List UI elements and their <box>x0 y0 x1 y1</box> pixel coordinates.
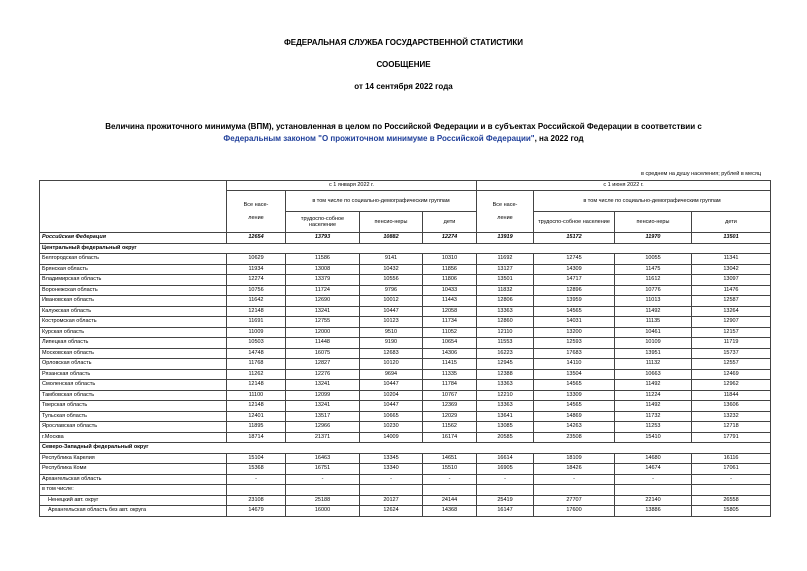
value-cell: 23508 <box>534 432 615 443</box>
value-cell: 11553 <box>477 338 534 349</box>
region-name: Тверская область <box>40 401 227 412</box>
value-cell: 10556 <box>360 275 423 286</box>
value-cell: 25188 <box>286 495 360 506</box>
value-cell: 12806 <box>477 296 534 307</box>
section-row <box>40 443 771 454</box>
value-cell: 13606 <box>692 401 771 412</box>
value-cell: 14674 <box>615 464 692 475</box>
value-cell <box>227 485 286 496</box>
value-cell: 13232 <box>692 411 771 422</box>
value-cell: 10663 <box>615 369 692 380</box>
table-row <box>40 485 771 496</box>
value-cell: 10665 <box>360 411 423 422</box>
title-tail: , на 2022 год <box>534 134 584 143</box>
value-cell: 11253 <box>615 422 692 433</box>
value-cell: 11443 <box>423 296 477 307</box>
table-row <box>40 296 771 307</box>
value-cell: 10447 <box>360 380 423 391</box>
value-cell: 14565 <box>534 401 615 412</box>
value-cell: 9510 <box>360 327 423 338</box>
value-cell: 11856 <box>423 264 477 275</box>
table-row <box>40 233 771 244</box>
document-title <box>0 121 807 145</box>
value-cell: 12624 <box>360 506 423 517</box>
table-row <box>40 317 771 328</box>
value-cell: 10055 <box>615 254 692 265</box>
table-row <box>40 338 771 349</box>
value-cell: 13340 <box>360 464 423 475</box>
value-cell: 11724 <box>286 285 360 296</box>
value-cell: 15737 <box>692 348 771 359</box>
value-cell: 13501 <box>477 275 534 286</box>
value-cell: 11415 <box>423 359 477 370</box>
value-cell: 12755 <box>286 317 360 328</box>
value-cell: 10767 <box>423 390 477 401</box>
value-cell: 13959 <box>534 296 615 307</box>
value-cell: 13793 <box>286 233 360 244</box>
value-cell: 10310 <box>423 254 477 265</box>
value-cell: 12110 <box>477 327 534 338</box>
value-cell: 16751 <box>286 464 360 475</box>
value-cell: 14110 <box>534 359 615 370</box>
table-row <box>40 254 771 265</box>
table-row <box>40 495 771 506</box>
region-name: Ярославская область <box>40 422 227 433</box>
value-cell: 13641 <box>477 411 534 422</box>
value-cell: 11612 <box>615 275 692 286</box>
value-cell: 10230 <box>360 422 423 433</box>
value-cell: 10654 <box>423 338 477 349</box>
region-name: Белгородская область <box>40 254 227 265</box>
value-cell: 18109 <box>534 453 615 464</box>
value-cell: 15410 <box>615 432 692 443</box>
value-cell: 14263 <box>534 422 615 433</box>
message-date: от 14 сентября 2022 года <box>354 82 453 91</box>
value-cell: 10882 <box>360 233 423 244</box>
value-cell: 15510 <box>423 464 477 475</box>
value-cell: 13085 <box>477 422 534 433</box>
value-cell: 10756 <box>227 285 286 296</box>
value-cell: 12718 <box>692 422 771 433</box>
table-row <box>40 359 771 370</box>
value-cell: 13241 <box>286 380 360 391</box>
value-cell: 15805 <box>692 506 771 517</box>
value-cell: 11586 <box>286 254 360 265</box>
region-name: Калужская область <box>40 306 227 317</box>
value-cell: 10204 <box>360 390 423 401</box>
value-cell: 13919 <box>477 233 534 244</box>
value-cell: 11132 <box>615 359 692 370</box>
value-cell: 12593 <box>534 338 615 349</box>
value-cell: 14009 <box>360 432 423 443</box>
value-cell: 15104 <box>227 453 286 464</box>
value-cell: 11476 <box>692 285 771 296</box>
value-cell: 13008 <box>286 264 360 275</box>
value-cell: 14869 <box>534 411 615 422</box>
value-cell: 25419 <box>477 495 534 506</box>
section-title: Центральный федеральный округ <box>40 243 771 254</box>
value-cell: 14748 <box>227 348 286 359</box>
value-cell: 11335 <box>423 369 477 380</box>
value-cell: 11784 <box>423 380 477 391</box>
subsistence-minimum-table <box>39 180 771 517</box>
table-row <box>40 411 771 422</box>
value-cell: 17683 <box>534 348 615 359</box>
value-cell: 12058 <box>423 306 477 317</box>
value-cell: - <box>286 474 360 485</box>
value-cell: 16075 <box>286 348 360 359</box>
value-cell: 15172 <box>534 233 615 244</box>
value-cell: 12966 <box>286 422 360 433</box>
value-cell: 12907 <box>692 317 771 328</box>
table-row <box>40 401 771 412</box>
value-cell: 26558 <box>692 495 771 506</box>
value-cell: 14651 <box>423 453 477 464</box>
value-cell: 12369 <box>423 401 477 412</box>
value-cell: 20127 <box>360 495 423 506</box>
including-label: в том числе: <box>40 485 227 496</box>
region-name: Московская область <box>40 348 227 359</box>
value-cell: 14368 <box>423 506 477 517</box>
value-cell: 9190 <box>360 338 423 349</box>
value-cell: 11642 <box>227 296 286 307</box>
table-row <box>40 453 771 464</box>
value-cell: 10120 <box>360 359 423 370</box>
value-cell: 14309 <box>534 264 615 275</box>
groups-header: в том числе по социально-демографическим группам <box>534 191 771 212</box>
region-name: Республика Коми <box>40 464 227 475</box>
value-cell: 11492 <box>615 380 692 391</box>
value-cell: 10109 <box>615 338 692 349</box>
region-name: Брянская область <box>40 264 227 275</box>
message-heading: СООБЩЕНИЕ <box>376 60 431 69</box>
value-cell: 13363 <box>477 380 534 391</box>
value-cell: 14717 <box>534 275 615 286</box>
period2-header: с 1 июня 2022 г. <box>477 181 771 191</box>
value-cell: 11262 <box>227 369 286 380</box>
value-cell: - <box>534 474 615 485</box>
value-cell: 16174 <box>423 432 477 443</box>
value-cell: 10012 <box>360 296 423 307</box>
value-cell: 13345 <box>360 453 423 464</box>
value-cell: 11895 <box>227 422 286 433</box>
value-cell: 12654 <box>227 233 286 244</box>
value-cell: 17600 <box>534 506 615 517</box>
value-cell: 14031 <box>534 317 615 328</box>
value-cell: 12827 <box>286 359 360 370</box>
table-row <box>40 327 771 338</box>
value-cell: 11135 <box>615 317 692 328</box>
region-name: Тульская область <box>40 411 227 422</box>
value-cell: 12587 <box>692 296 771 307</box>
value-cell: 12469 <box>692 369 771 380</box>
value-cell: - <box>615 474 692 485</box>
value-cell: 9796 <box>360 285 423 296</box>
law-link[interactable]: Федеральным законом "О прожиточном минимуме в Российской Федерации" <box>223 134 535 143</box>
value-cell: 13264 <box>692 306 771 317</box>
value-cell: 13951 <box>615 348 692 359</box>
region-name: Рязанская область <box>40 369 227 380</box>
value-cell: 23108 <box>227 495 286 506</box>
value-cell: 18714 <box>227 432 286 443</box>
table-row <box>40 474 771 485</box>
value-cell: 13097 <box>692 275 771 286</box>
value-cell: 12388 <box>477 369 534 380</box>
value-cell: 12896 <box>534 285 615 296</box>
value-cell: 13517 <box>286 411 360 422</box>
value-cell: 11734 <box>423 317 477 328</box>
value-cell: 18426 <box>534 464 615 475</box>
value-cell: 11492 <box>615 401 692 412</box>
value-cell: 12000 <box>286 327 360 338</box>
value-cell: 27707 <box>534 495 615 506</box>
agency-name: ФЕДЕРАЛЬНАЯ СЛУЖБА ГОСУДАРСТВЕННОЙ СТАТИСТИКИ <box>283 38 524 47</box>
table-row <box>40 464 771 475</box>
value-cell <box>423 485 477 496</box>
value-cell: 10123 <box>360 317 423 328</box>
value-cell: 11052 <box>423 327 477 338</box>
region-name: Смоленская область <box>40 380 227 391</box>
value-cell: - <box>360 474 423 485</box>
children-header: дети <box>423 212 477 233</box>
all-pop-header: Все насе- ление <box>477 191 534 233</box>
region-header-cell <box>40 181 227 233</box>
value-cell: 13241 <box>286 401 360 412</box>
value-cell: 14680 <box>615 453 692 464</box>
groups-header: в том числе по социально-демографическим группам <box>286 191 477 212</box>
table-row <box>40 306 771 317</box>
region-name: Архангельская область без авт. округа <box>40 506 227 517</box>
value-cell <box>534 485 615 496</box>
value-cell: 11475 <box>615 264 692 275</box>
value-cell <box>615 485 692 496</box>
value-cell: 13309 <box>534 390 615 401</box>
value-cell: - <box>423 474 477 485</box>
value-cell: 12274 <box>227 275 286 286</box>
pensioners-header: пенсио-неры <box>360 212 423 233</box>
value-cell: 13363 <box>477 306 534 317</box>
value-cell <box>286 485 360 496</box>
value-cell: 12210 <box>477 390 534 401</box>
value-cell: 10432 <box>360 264 423 275</box>
region-name: Курская область <box>40 327 227 338</box>
value-cell: 12860 <box>477 317 534 328</box>
value-cell: 12690 <box>286 296 360 307</box>
region-name: Владимирская область <box>40 275 227 286</box>
value-cell: 13379 <box>286 275 360 286</box>
value-cell: 11009 <box>227 327 286 338</box>
value-cell: 12099 <box>286 390 360 401</box>
children-header: дети <box>692 212 771 233</box>
title-line: Величина прожиточного минимума (ВПМ), установленная в целом по Российской Федерации и в субъектах Российской Федерации в соответствии с <box>105 122 702 131</box>
working-header: трудоспо-собное население <box>286 212 360 233</box>
value-cell: 12401 <box>227 411 286 422</box>
value-cell: 15368 <box>227 464 286 475</box>
value-cell: 13200 <box>534 327 615 338</box>
region-name: Липецкая область <box>40 338 227 349</box>
value-cell: 10461 <box>615 327 692 338</box>
value-cell: 12276 <box>286 369 360 380</box>
value-cell: 12683 <box>360 348 423 359</box>
value-cell: 11224 <box>615 390 692 401</box>
value-cell: 14679 <box>227 506 286 517</box>
value-cell: 13501 <box>692 233 771 244</box>
value-cell: 12945 <box>477 359 534 370</box>
region-name: Архангельская область <box>40 474 227 485</box>
value-cell: 11719 <box>692 338 771 349</box>
value-cell: 17061 <box>692 464 771 475</box>
all-pop-header: Все насе- ление <box>227 191 286 233</box>
value-cell: 12962 <box>692 380 771 391</box>
value-cell: 10433 <box>423 285 477 296</box>
section-title: Северо-Западный федеральный округ <box>40 443 771 454</box>
value-cell: 16223 <box>477 348 534 359</box>
value-cell: 12745 <box>534 254 615 265</box>
period1-header: с 1 января 2022 г. <box>227 181 477 191</box>
region-name: Орловская область <box>40 359 227 370</box>
region-name: г.Москва <box>40 432 227 443</box>
value-cell <box>692 485 771 496</box>
unit-note: в среднем на душу населения; рублей в месяц <box>641 171 761 177</box>
value-cell <box>360 485 423 496</box>
table-row <box>40 390 771 401</box>
value-cell: 11562 <box>423 422 477 433</box>
value-cell: 11832 <box>477 285 534 296</box>
value-cell: 10629 <box>227 254 286 265</box>
working-header: трудоспо-собное население <box>534 212 615 233</box>
value-cell: 10447 <box>360 401 423 412</box>
table-row <box>40 348 771 359</box>
value-cell: 11691 <box>227 317 286 328</box>
value-cell: 20585 <box>477 432 534 443</box>
value-cell: 16614 <box>477 453 534 464</box>
value-cell: 13241 <box>286 306 360 317</box>
value-cell: 16905 <box>477 464 534 475</box>
value-cell: 12557 <box>692 359 771 370</box>
value-cell: 13363 <box>477 401 534 412</box>
value-cell: 16463 <box>286 453 360 464</box>
table-row <box>40 275 771 286</box>
value-cell: 11806 <box>423 275 477 286</box>
value-cell: 16116 <box>692 453 771 464</box>
region-name: Ненецкий авт. округ <box>40 495 227 506</box>
value-cell: 24144 <box>423 495 477 506</box>
table-row <box>40 506 771 517</box>
value-cell: 14565 <box>534 380 615 391</box>
value-cell: 9694 <box>360 369 423 380</box>
value-cell: 10503 <box>227 338 286 349</box>
table-row <box>40 432 771 443</box>
value-cell: 11768 <box>227 359 286 370</box>
value-cell: 11492 <box>615 306 692 317</box>
table-row <box>40 422 771 433</box>
value-cell: 11970 <box>615 233 692 244</box>
region-name: Воронежская область <box>40 285 227 296</box>
value-cell: 22140 <box>615 495 692 506</box>
value-cell: 21371 <box>286 432 360 443</box>
value-cell: - <box>227 474 286 485</box>
value-cell <box>477 485 534 496</box>
value-cell: 16000 <box>286 506 360 517</box>
value-cell: 16147 <box>477 506 534 517</box>
value-cell: - <box>692 474 771 485</box>
value-cell: 12148 <box>227 380 286 391</box>
region-name: Республика Карелия <box>40 453 227 464</box>
value-cell: 11448 <box>286 338 360 349</box>
region-name: Тамбовская область <box>40 390 227 401</box>
value-cell: 11934 <box>227 264 286 275</box>
value-cell: 11100 <box>227 390 286 401</box>
value-cell: 14306 <box>423 348 477 359</box>
value-cell: 11732 <box>615 411 692 422</box>
value-cell: 12274 <box>423 233 477 244</box>
section-row <box>40 243 771 254</box>
region-name: Ивановская область <box>40 296 227 307</box>
table-row <box>40 264 771 275</box>
value-cell: 12148 <box>227 306 286 317</box>
value-cell: 12157 <box>692 327 771 338</box>
value-cell: 11692 <box>477 254 534 265</box>
pensioners-header: пенсио-неры <box>615 212 692 233</box>
value-cell: 11341 <box>692 254 771 265</box>
table-row <box>40 369 771 380</box>
value-cell: 11013 <box>615 296 692 307</box>
value-cell: 10447 <box>360 306 423 317</box>
region-name: Российская Федерация <box>40 233 227 244</box>
value-cell: 13042 <box>692 264 771 275</box>
value-cell: 13504 <box>534 369 615 380</box>
value-cell: 9141 <box>360 254 423 265</box>
value-cell: 12148 <box>227 401 286 412</box>
table-row <box>40 380 771 391</box>
value-cell: 13886 <box>615 506 692 517</box>
value-cell: 13127 <box>477 264 534 275</box>
value-cell: 10776 <box>615 285 692 296</box>
value-cell: - <box>477 474 534 485</box>
region-name: Костромская область <box>40 317 227 328</box>
table-row <box>40 285 771 296</box>
value-cell: 17791 <box>692 432 771 443</box>
value-cell: 11844 <box>692 390 771 401</box>
value-cell: 14565 <box>534 306 615 317</box>
value-cell: 12029 <box>423 411 477 422</box>
